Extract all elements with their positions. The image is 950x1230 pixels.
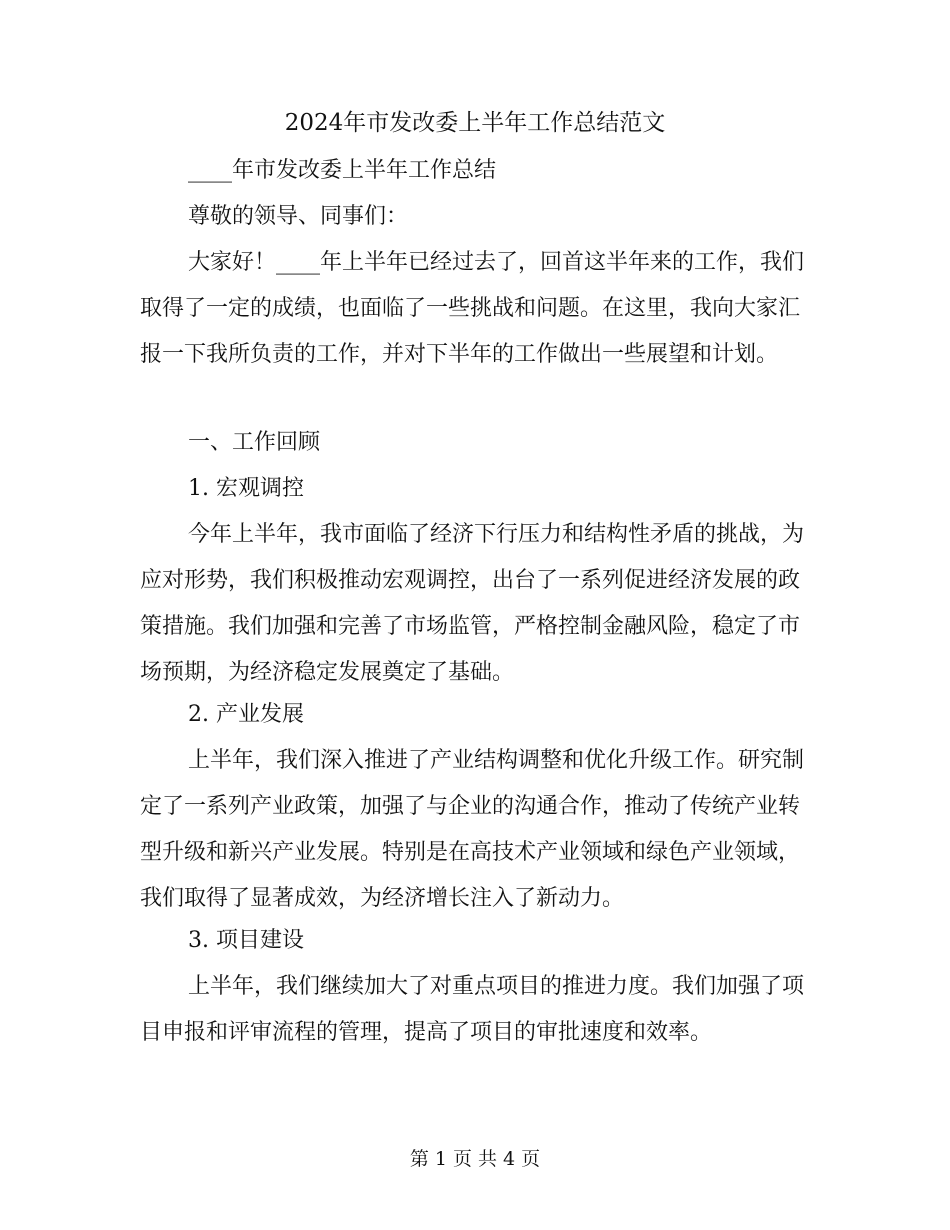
salutation-paragraph: 尊敬的领导、同事们： bbox=[188, 204, 409, 229]
subtitle-paragraph: ____年市发改委上半年工作总结 bbox=[188, 158, 497, 183]
body-paragraph: 上半年，我们继续加大了对重点项目的推进力度。我们加强了项目申报和评审流程的管理，提高了项目的审批速度和效率。 bbox=[140, 974, 805, 1045]
page-footer: 第 1 页 共 4 页 bbox=[409, 1148, 541, 1170]
subsection-heading: 3. 项目建设 bbox=[188, 928, 304, 953]
body-paragraph: 上半年，我们深入推进了产业结构调整和优化升级工作。研究制定了一系列产业政策，加强了与企业的沟通合作，推动了传统产业转型升级和新兴产业发展。特别是在高技术产业领域和绿色产业领域，我们取得了显著成效，为经济增长注入了新动力。 bbox=[140, 748, 805, 911]
section-heading: 一、工作回顾 bbox=[188, 430, 321, 455]
subsection-heading: 1. 宏观调控 bbox=[188, 476, 304, 501]
body-paragraph: 今年上半年，我市面临了经济下行压力和结构性矛盾的挑战，为应对形势，我们积极推动宏观调控，出台了一系列促进经济发展的政策措施。我们加强和完善了市场监管，严格控制金融风险，稳定了市场预期，为经济稳定发展奠定了基础。 bbox=[140, 522, 805, 685]
document-title: 2024年市发改委上半年工作总结范文 bbox=[284, 110, 666, 136]
subsection-heading: 2. 产业发展 bbox=[188, 702, 304, 727]
intro-paragraph: 大家好！____年上半年已经过去了，回首这半年来的工作，我们取得了一定的成绩，也面临了一些挑战和问题。在这里，我向大家汇报一下我所负责的工作，并对下半年的工作做出一些展望和计划。 bbox=[140, 250, 805, 367]
